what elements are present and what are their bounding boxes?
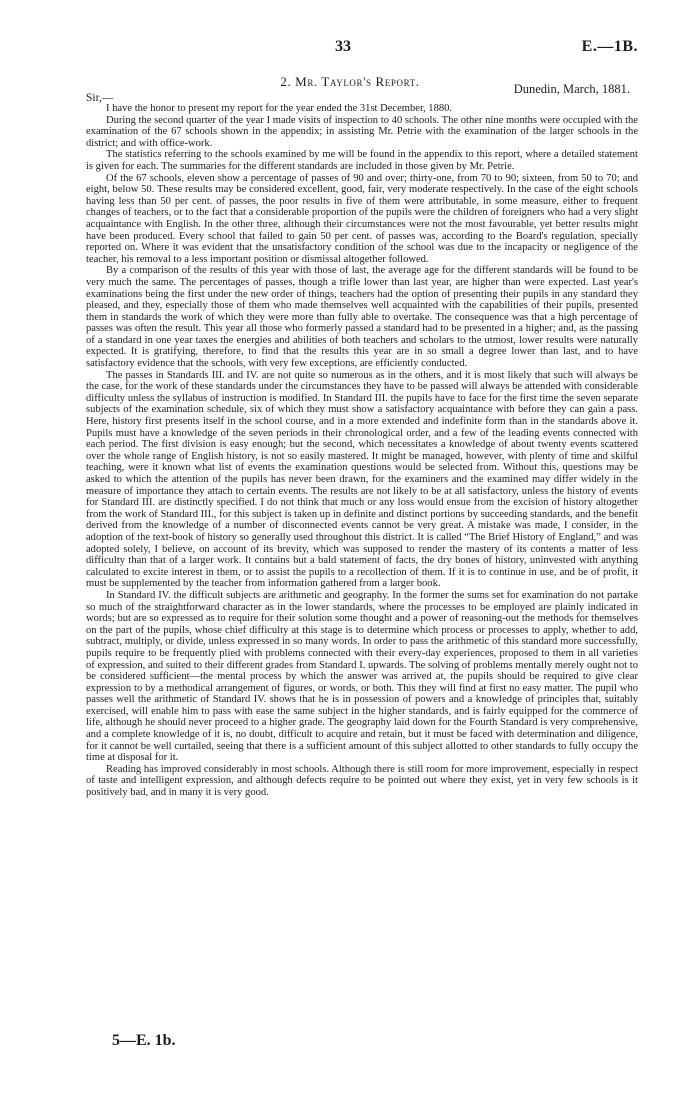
paragraph: Of the 67 schools, eleven show a percentage of passes of 90 and over; thirty-one, from 70 to 90; sixteen, from 50 to 70; and eight, below 50. These results may be considered excellent, good, fair, very moderate respectively. In the case of the eight schools having less than 50 per cent. of passes, the poor results in five of them were attributable, in some measure, either to frequent changes of teachers, or to the fact that a considerable proportion of the pupils were the children of foreigners who had a very slight acquaintance with English. In the other three, although their circumstances were not the most favourable, yet better results might have been produced. Every school that failed to gain 50 per cent. of passes was, according to the Board's regulation, specially reported on. Where it was evident that the unsatisfactory condition of the school was due to the incapacity or negligence of the teacher, his removal to a less important position or dismissal altogether followed. xyxy=(86,172,638,265)
paragraph: In Standard IV. the difficult subjects are arithmetic and geography. In the former the sums set for examination do not partake so much of the straightforward character as in the lower standards, where the processes to be employed are plainly indicated in words; but are so expressed as to require for their solution some thought and a power of reasoning-out the methods for themselves on the part of the pupils, whose chief difficulty at this stage is to determine which process or processes to apply, whether to add, subtract, multiply, or divide, unless expressed in so many words. In order to pass the arithmetic of this standard more successfully, pupils require to be frequently plied with problems connected with their every-day experiences, proposed to them in all varieties of expression, and suited to their different grades from Standard I. upwards. The solving of problems mentally merely ought not to be considered sufficient—the mental process by which the answer was arrived at, the pupils should be required to give clear expression to by a methodical arrangement of figures, or words, or both. This they will find at first no easy matter. The pupil who passes well the arithmetic of Standard IV. shows that he is in possession of powers and a knowledge of principles that, suitably exercised, will enable him to pass with ease the same subject in the higher standards, and is fairly equipped for the commerce of life, although he should never proceed to a higher grade. The geography laid down for the Fourth Standard is very comprehensive, and a complete knowledge of it is, no doubt, difficult to acquire and retain, but it must be faced with determination and diligence, for it cannot be well curtailed, seeing that there is a sufficient amount of this subject allotted to other standards to fully occupy the time at disposal for it. xyxy=(86,589,638,764)
signature-mark: 5—E. 1b. xyxy=(112,1032,176,1049)
paragraph: By a comparison of the results of this year with those of last, the average age for the different standards will be found to be very much the same. The percentages of passes, though a trifle lower than last year, are higher than were expected. Last year's examinations being the first under the new order of things, teachers had the option of presenting their pupils in any standard they pleased, and they, especially those of them who made themselves well acquainted with the capabilities of their pupils, presented them in standards the work of which they were more than fully able to overtake. The consequence was that a high percentage of passes was often the result. This year all those who formerly passed a standard had to be presented in a higher; and, as the passing of a standard in one year taxes the energies and abilities of both teachers and scholars to the utmost, lower results were naturally expected. It is gratifying, therefore, to find that the results this year are in so small a degree lower than last, and to have satisfactory evidence that the schools, with very few exceptions, are efficiently conducted. xyxy=(86,265,638,370)
paragraph: The passes in Standards III. and IV. are not quite so numerous as in the others, and it is most likely that such will always be the case, for the work of these standards under the circumstances they have to be passed will always be attended with considerable difficulty unless the syllabus of instruction is modified. In Standard III. the pupils have to face for the first time the seven separate subjects of the examination schedule, six of which they must show a satisfactory acquaintance with before they can gain a pass. Here, history first presents itself in the school course, and in a more extended and indefinite form than in the standards above it. Pupils must have a knowledge of the seven periods in their chronological order, and a few of the leading events connected with each period. The first division is easy enough; but the second, which necessitates a knowledge of about twenty events scattered over the whole range of English history, is not so easily mastered. It might be managed, however, with plenty of time and skilful teaching, were it known what list of events the examination questions would be selected from. Without this, questions may be asked to which the attention of the pupils has never been drawn, for the examiners and the examined may differ widely in the measure of importance they attach to certain events. The results are not likely to be at all satisfactory, unless the history of events for Standard III. are distinctly specified. I do not think that much or any loss would ensue from the excision of history altogether from the work of Standard III., for this subject is taken up in definite and distinct portions by succeeding standards, and the benefit derived from the knowledge of a number of disconnected events cannot be very great. A mistake was made, I consider, in the adoption of the text-book of history so generally used throughout this district. It is called “The Brief History of England,” and was adopted solely, I believe, on account of its brevity, which was supposed to render the mastery of its contents a matter of less difficulty than that of a larger work. It contains but a bald statement of facts, the dry bones of history, uninvested with anything calculated to excite interest in them, or to assist the pupils to a recollection of them. If it is to continue in use, and be of profit, it must be supplemented by the teacher from information gathered from a larger book. xyxy=(86,369,638,590)
paragraph: I have the honor to present my report for the year ended the 31st December, 1880. xyxy=(106,103,453,114)
place-date: Dunedin, March, 1881. xyxy=(513,82,630,96)
running-head: E.—1B. xyxy=(581,38,638,55)
paragraph: Reading has improved considerably in most schools. Although there is still room for more improvement, especially in respect of taste and intelligent expression, and although defects require to be pointed out where they exist, yet in very few schools is it positively bad, and in many it is very good. xyxy=(86,763,638,799)
page-number: 33 xyxy=(335,38,351,55)
salutation: Sir,— xyxy=(86,92,114,104)
report-body xyxy=(86,103,638,799)
paragraph: During the second quarter of the year I made visits of inspection to 40 schools. The other nine months were occupied with the examination of the 67 schools shown in the appendix; in assisting Mr. Petrie with the examination of the larger schools in the district; and with office-work. xyxy=(86,114,638,149)
paragraph: The statistics referring to the schools examined by me will be found in the appendix to this report, where a detailed statement is given for each. The summaries for the different standards are included in those given by Mr. Petrie. xyxy=(86,149,638,172)
report-title: 2. Mr. Taylor's Report. xyxy=(280,74,420,89)
